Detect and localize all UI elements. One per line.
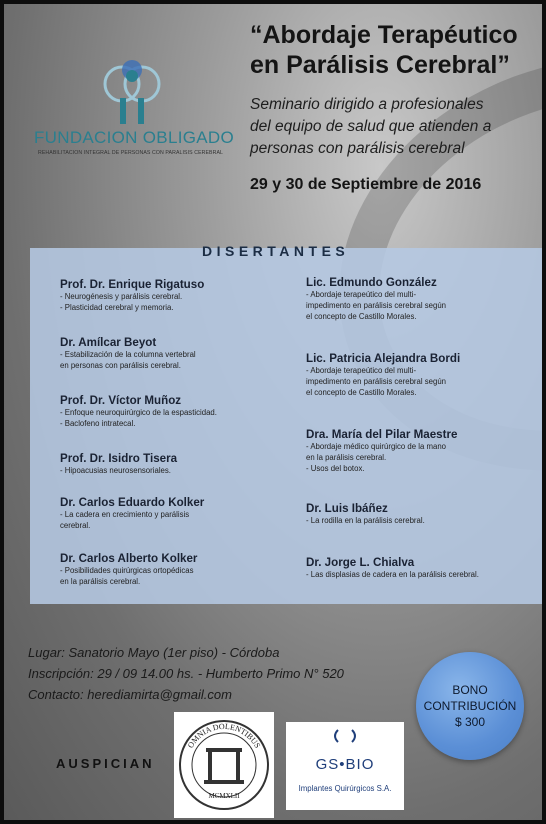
- seal-text-top: OMNIA DOLENTIBUS: [185, 721, 263, 750]
- speaker-item: [60, 496, 204, 531]
- speaker-topic: - Hipoacusias neurosensoriales.: [60, 466, 171, 475]
- speaker-topic: impedimento en parálisis cerebral según: [306, 301, 446, 310]
- speaker-name: Dr. Amílcar Beyot: [60, 336, 157, 349]
- speaker-topic: - Estabilización de la columna vertebral: [60, 350, 196, 359]
- speaker-item: [306, 556, 479, 580]
- sponsors-label: AUSPICIAN: [56, 756, 155, 771]
- bono-price: $ 300: [454, 715, 486, 729]
- speaker-item: [306, 352, 460, 398]
- speaker-name: Dr. Jorge L. Chialva: [306, 556, 415, 569]
- speaker-topic: - Las displasias de cadera en la parálisis cerebral.: [306, 570, 479, 579]
- speaker-name: Dr. Luis Ibáñez: [306, 502, 388, 515]
- speaker-topic: - Abordaje terapeútico del multi-: [306, 366, 417, 375]
- seal-icon: [174, 712, 274, 818]
- speaker-name: Dra. María del Pilar Maestre: [306, 428, 458, 441]
- speaker-topic: en personas con parálisis cerebral.: [60, 361, 181, 370]
- bono-line-2: CONTRIBUCIÓN: [423, 699, 517, 713]
- gsbio-tagline: Implantes Quirúrgicos S.A.: [298, 784, 392, 793]
- speaker-topic: el concepto de Castillo Morales.: [306, 312, 417, 321]
- speaker-topic: - Plasticidad cerebral y memoria.: [60, 303, 174, 312]
- bono-line-1: BONO: [452, 683, 488, 697]
- speaker-topic: el concepto de Castillo Morales.: [306, 388, 417, 397]
- poster: [4, 4, 542, 820]
- speaker-topic: - La rodilla en la parálisis cerebral.: [306, 516, 425, 525]
- speaker-topic: en la parálisis cerebral.: [306, 453, 387, 462]
- speaker-topic: - Neurogénesis y parálisis cerebral.: [60, 292, 183, 301]
- speaker-topic: cerebral.: [60, 521, 91, 530]
- speaker-topic: - Usos del botox.: [306, 464, 365, 473]
- speaker-name: Prof. Dr. Enrique Rigatuso: [60, 278, 205, 291]
- subtitle-line-2: del equipo de salud que atienden a: [250, 118, 492, 135]
- speaker-topic: impedimento en parálisis cerebral según: [306, 377, 446, 386]
- speaker-item: [306, 276, 446, 322]
- speaker-topic: - Baclofeno intratecal.: [60, 419, 136, 428]
- subtitle-line-1: Seminario dirigido a profesionales: [250, 96, 484, 113]
- speaker-item: [306, 428, 457, 474]
- event-date: 29 y 30 de Septiembre de 2016: [250, 176, 482, 193]
- event-title: [250, 20, 540, 80]
- event-subtitle: [250, 94, 540, 160]
- sponsor-gsbio-logo: [286, 722, 404, 810]
- speakers-panel: [30, 243, 542, 604]
- speaker-topic: - Abordaje terapeútico del multi-: [306, 290, 417, 299]
- speaker-item: [60, 278, 204, 313]
- speaker-topic: en la parálisis cerebral.: [60, 577, 141, 586]
- contribution-badge: [416, 652, 524, 760]
- gsbio-name: GS•BIO: [315, 756, 375, 773]
- foundation-name: FUNDACION OBLIGADO: [34, 128, 234, 147]
- speaker-name: Lic. Edmundo González: [306, 276, 437, 289]
- title-line-1: “Abordaje Terapéutico: [250, 21, 518, 49]
- speaker-topic: - Posibilidades quirúrgicas ortopédicas: [60, 566, 194, 575]
- speaker-item: [60, 552, 197, 587]
- event-info: [28, 642, 344, 705]
- speaker-name: Dr. Carlos Eduardo Kolker: [60, 496, 205, 509]
- speaker-topic: - Abordaje médico quirúrgico de la mano: [306, 442, 446, 451]
- speaker-name: Dr. Carlos Alberto Kolker: [60, 552, 198, 565]
- speaker-item: [60, 336, 196, 371]
- speaker-name: Prof. Dr. Isidro Tisera: [60, 452, 178, 465]
- subtitle-line-3: personas con parálisis cerebral: [250, 140, 465, 157]
- sponsor-seal-logo: [174, 712, 274, 818]
- speaker-topic: - La cadera en crecimiento y parálisis: [60, 510, 190, 519]
- speaker-item: [60, 394, 217, 429]
- foundation-tagline: REHABILITACION INTEGRAL DE PERSONAS CON PARALISIS CEREBRAL: [38, 150, 224, 156]
- seal-text-bottom: MCMXLII: [208, 792, 240, 800]
- registration-text: Inscripción: 29 / 09 14.00 hs. - Humberto Primo N° 520: [28, 666, 344, 681]
- speaker-name: Lic. Patricia Alejandra Bordi: [306, 352, 461, 365]
- gsbio-swirl-icon: [286, 722, 404, 756]
- title-line-2: en Parálisis Cerebral”: [250, 51, 510, 79]
- speaker-item: [306, 502, 425, 526]
- contact-text: Contacto: herediamirta@gmail.com: [28, 687, 232, 702]
- speakers-heading: DISERTANTES: [202, 243, 350, 259]
- speaker-name: Prof. Dr. Víctor Muñoz: [60, 394, 182, 407]
- venue-text: Lugar: Sanatorio Mayo (1er piso) - Córdoba: [28, 645, 280, 660]
- speaker-item: [60, 452, 177, 476]
- speaker-topic: - Enfoque neuroquirúrgico de la espasticidad.: [60, 408, 217, 417]
